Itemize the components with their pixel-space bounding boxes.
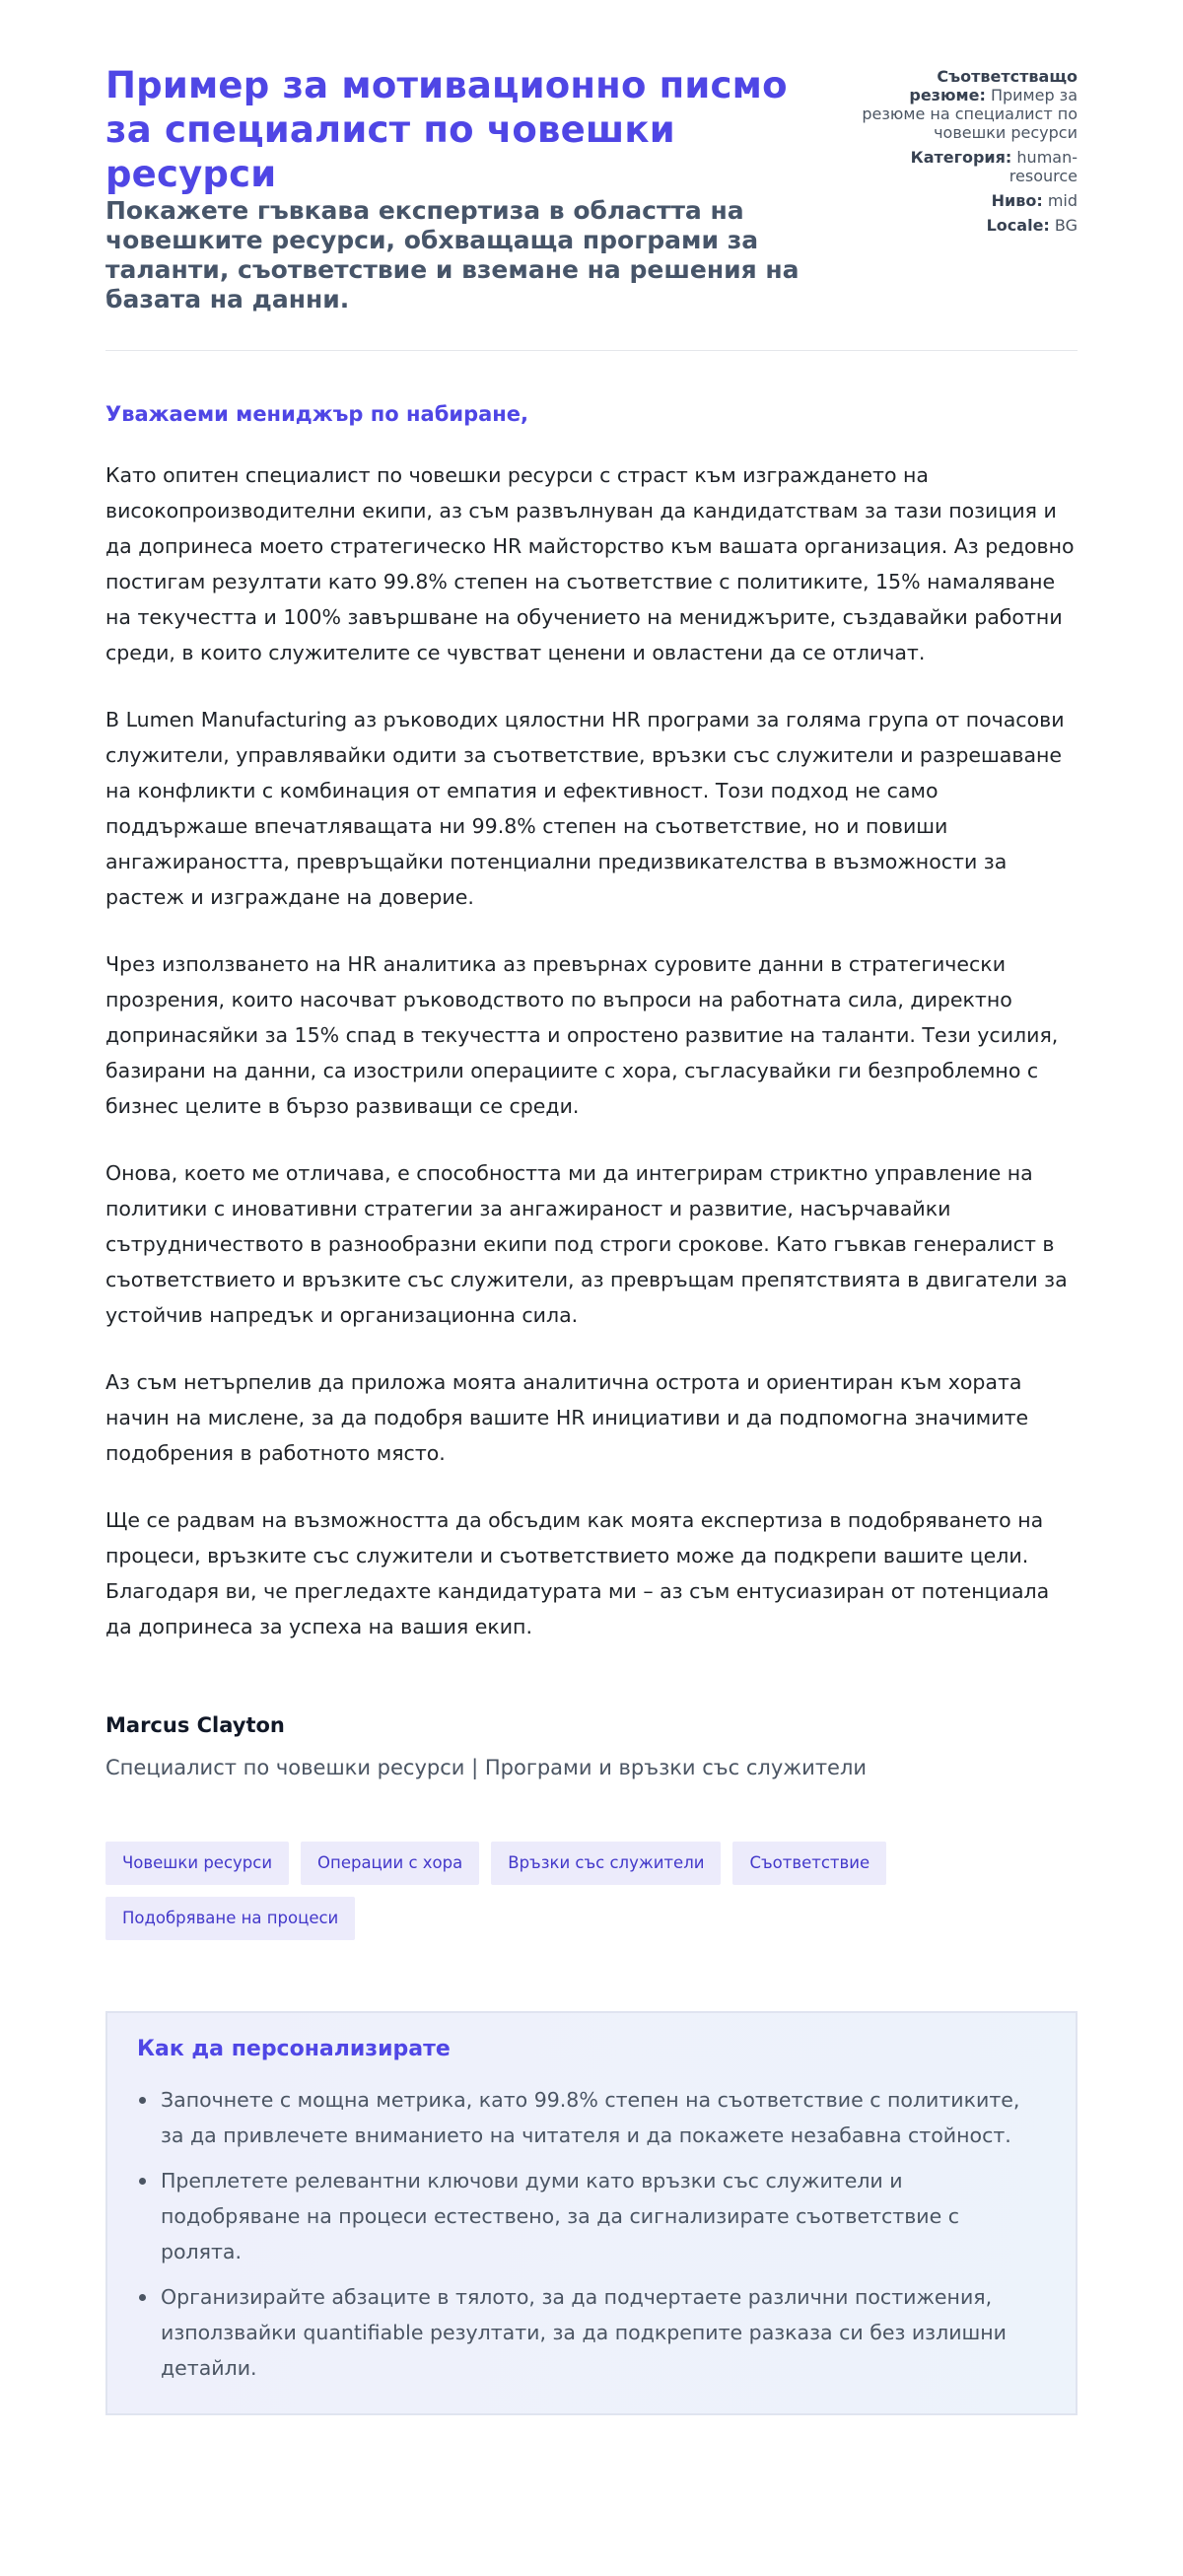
letter-paragraph: Като опитен специалист по човешки ресурси с страст към изграждането на високопроизводителни екипи, аз съм развълнуван да кандидатствам за тази позиция и да допринеса моето стратегическо HR майсторство към вашата организация. Аз редовно постигам резултати като 99.8% степен на съответствие с политиките, 15% намаляване на текучестта и 100% завършване на обучението на мениджърите, създавайки работни среди, в които служителите се чувстват ценени и овластени да се отличат. bbox=[105, 463, 1075, 664]
meta-value: mid bbox=[1047, 191, 1078, 210]
signature-title: Специалист по човешки ресурси | Програми и връзки със служители bbox=[105, 1756, 868, 1779]
tip-item bbox=[161, 2279, 1046, 2386]
meta-level bbox=[861, 191, 1078, 210]
tag: Връзки със служители bbox=[491, 1842, 721, 1885]
signature-block bbox=[105, 1711, 1078, 1782]
tag: Съответствие bbox=[732, 1842, 886, 1885]
meta-category bbox=[861, 148, 1078, 185]
letter-greeting: Уважаеми мениджър по набиране, bbox=[105, 402, 529, 426]
letter-paragraph: В Lumen Manufacturing аз ръководих цялостни HR програми за голяма група от почасови служители, управлявайки одити за съответствие, връзки със служители и разрешаване на конфликти с комбинация от емпатия и ефективност. Този подход не само поддържаше впечатляващата ни 99.8% степен на съответствие, но и повиши ангажираността, превръщайки потенциални предизвикателства в възможности за растеж и изграждане на доверие. bbox=[105, 708, 1065, 909]
tip-item bbox=[161, 2082, 1046, 2153]
letter-paragraph: Онова, което ме отличава, е способността ми да интегрирам стриктно управление на политики с иновативни стратегии за ангажираност и развитие, насърчавайки сътрудничеството в разнообразни екипи под строги срокове. Като гъвкав генералист в съответствието и връзките със служители, аз превръщам препятствията в двигатели за устойчив напредък и организационна сила. bbox=[105, 1161, 1068, 1327]
letter-paragraph: Аз съм нетърпелив да приложа моята аналитична острота и ориентиран към хората начин на мислене, за да подобря вашите HR инициативи и да подпомогна значимите подобрения в работното място. bbox=[105, 1370, 1029, 1465]
tag: Подобряване на процеси bbox=[105, 1897, 355, 1940]
tip-text: Започнете с мощна метрика, като 99.8% степен на съответствие с политиките, за да привлечете вниманието на читателя и да покажете незабавна стойност. bbox=[161, 2088, 1020, 2147]
meta-value: BG bbox=[1054, 216, 1078, 235]
skill-tags bbox=[105, 1842, 993, 1940]
tag: Човешки ресурси bbox=[105, 1842, 289, 1885]
meta-panel bbox=[861, 67, 1078, 241]
signature-name: Marcus Clayton bbox=[105, 1713, 285, 1737]
bullet-icon bbox=[139, 2097, 146, 2104]
tips-list bbox=[137, 2082, 1046, 2386]
letter-body bbox=[105, 400, 1078, 1644]
bullet-icon bbox=[139, 2178, 146, 2185]
meta-value: Пример за резюме на специалист по човешки ресурси bbox=[862, 86, 1078, 142]
page-header bbox=[105, 63, 1078, 351]
meta-key: Съответстващо резюме: bbox=[909, 67, 1078, 104]
page-subtitle: Покажете гъвкава експертиза в областта на човешките ресурси, обхващаща програми за таланти, съответствие и вземане на решения на базата на данни. bbox=[105, 196, 800, 313]
meta-key: Категория: bbox=[910, 148, 1012, 167]
tip-text: Преплетете релевантни ключови думи като връзки със служители и подобряване на процеси естествено, за да сигнализирате съответствие с ролята. bbox=[161, 2169, 960, 2263]
meta-key: Locale: bbox=[986, 216, 1050, 235]
tip-text: Организирайте абзаците в тялото, за да подчертаете различни постижения, използвайки quantifiable резултати, за да подкрепите разказа си без излишни детайли. bbox=[161, 2285, 1007, 2380]
meta-value: human-resource bbox=[1009, 148, 1078, 185]
meta-key: Ниво: bbox=[991, 191, 1043, 210]
meta-matching-resume bbox=[861, 67, 1078, 142]
bullet-icon bbox=[139, 2294, 146, 2301]
tips-title: Как да персонализирате bbox=[137, 2037, 451, 2061]
header-titles bbox=[105, 63, 835, 314]
tag: Операции с хора bbox=[301, 1842, 479, 1885]
letter-paragraph: Ще се радвам на възможността да обсъдим как моята експертиза в подобряването на процеси, връзките със служители и съответствието може да подкрепи вашите цели. Благодаря ви, че прегледахте кандидатурата ми – аз съм ентусиазиран от потенциала да допринеса за успеха на вашия екип. bbox=[105, 1508, 1050, 1638]
letter-paragraph: Чрез използването на HR аналитика аз превърнах суровите данни в стратегически прозрения, които насочват ръководството по въпроси на работната сила, директно допринасяйки за 15% спад в текучестта и опростено развитие на таланти. Тези усилия, базирани на данни, са изострили операциите с хора, съгласувайки ги безпроблемно с бизнес целите в бързо развиващи се среди. bbox=[105, 952, 1059, 1118]
page-title: Пример за мотивационно писмо за специалист по човешки ресурси bbox=[105, 64, 788, 195]
customization-tips-box bbox=[105, 2011, 1078, 2415]
tip-item bbox=[161, 2163, 1046, 2269]
meta-locale bbox=[861, 216, 1078, 235]
